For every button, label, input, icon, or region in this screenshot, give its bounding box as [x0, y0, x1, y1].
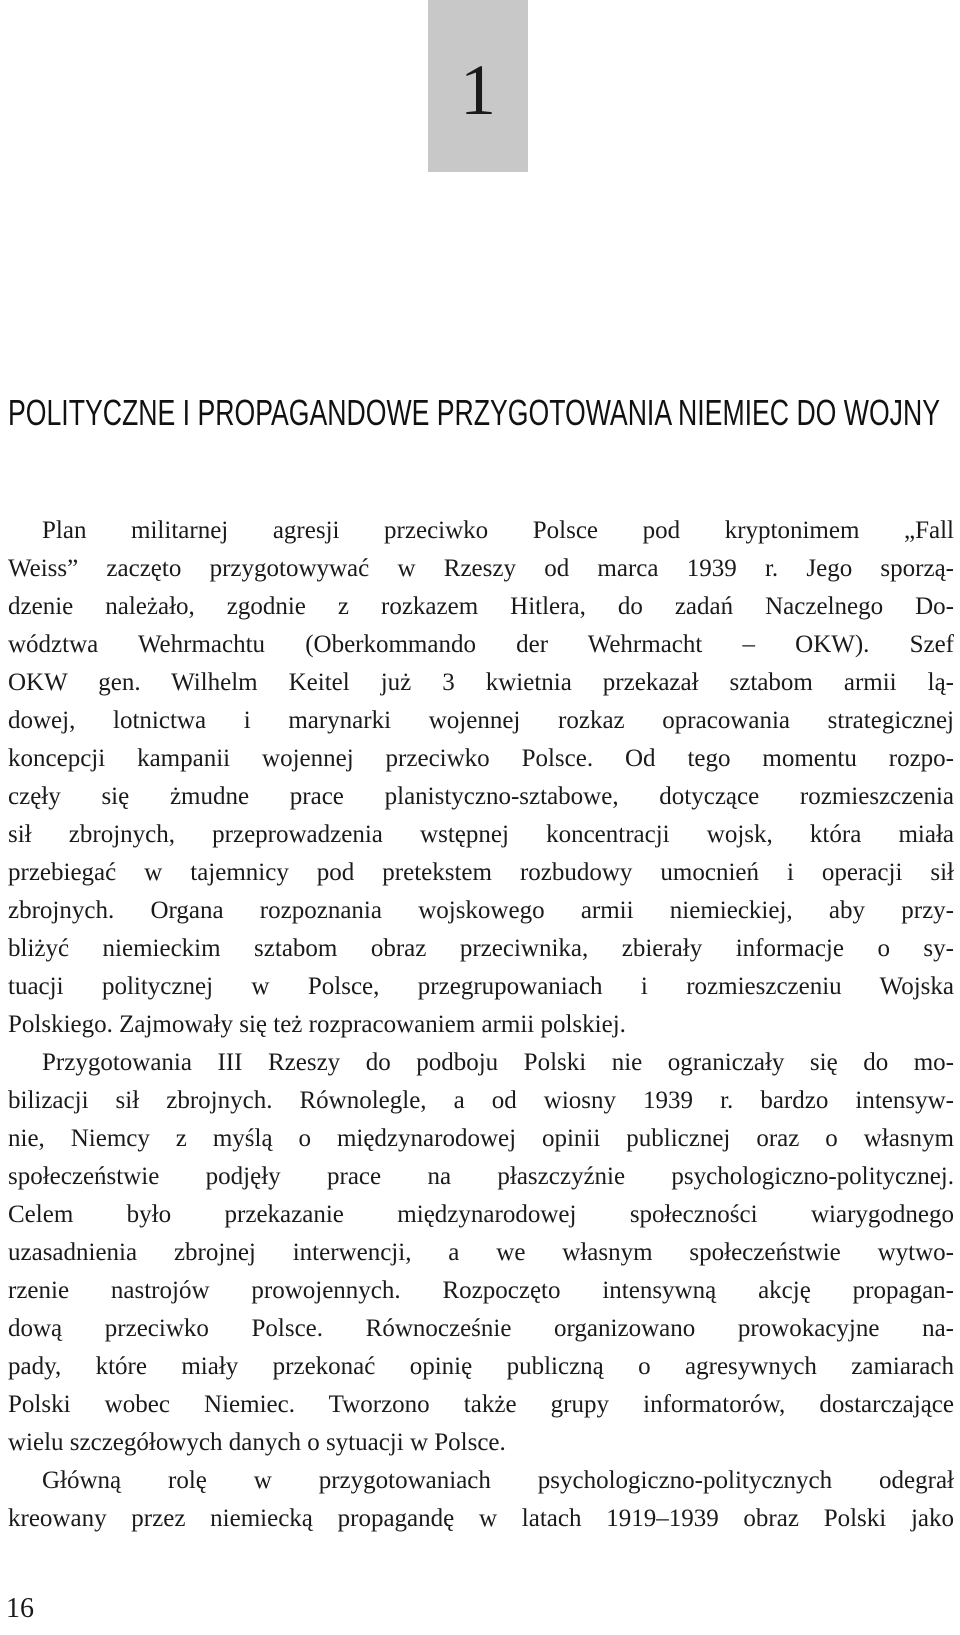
page-number: 16 — [6, 1593, 34, 1624]
text-line: przebiegać w tajemnicy pod pretekstem rozbudowy umocnień i operacji sił — [8, 859, 954, 886]
text-line: Celem było przekazanie międzynarodowej społeczności wiarygodnego — [8, 1201, 954, 1228]
text-line: częły się żmudne prace planistyczno-sztabowe, dotyczące rozmieszczenia — [8, 783, 954, 810]
text-line: dzenie należało, zgodnie z rozkazem Hitlera, do zadań Naczelnego Do- — [8, 593, 954, 620]
chapter-number: 1 — [460, 50, 496, 130]
text-line: bilizacji sił zbrojnych. Równolegle, a od wiosny 1939 r. bardzo intensyw- — [8, 1087, 954, 1114]
text-line: bliżyć niemieckim sztabom obraz przeciwnika, zbierały informacje o sy- — [8, 935, 954, 962]
text-line: tuacji politycznej w Polsce, przegrupowaniach i rozmieszczeniu Wojska — [8, 973, 954, 1000]
text-line: dowej, lotnictwa i marynarki wojennej rozkaz opracowania strategicznej — [8, 707, 954, 734]
text-line: Polskiego. Zajmowały się też rozpracowaniem armii polskiej. — [8, 1011, 626, 1038]
text-line: Weiss” zaczęto przygotowywać w Rzeszy od marca 1939 r. Jego sporzą- — [8, 555, 954, 582]
text-line: nie, Niemcy z myślą o międzynarodowej opinii publicznej oraz o własnym — [8, 1125, 954, 1152]
text-line: zbrojnych. Organa rozpoznania wojskowego armii niemieckiej, aby przy- — [8, 897, 954, 924]
text-line: Przygotowania III Rzeszy do podboju Polski nie ograniczały się do mo- — [42, 1049, 954, 1076]
text-line: koncepcji kampanii wojennej przeciwko Polsce. Od tego momentu rozpo- — [8, 745, 954, 772]
text-line: Plan militarnej agresji przeciwko Polsce pod kryptonimem „Fall — [42, 517, 954, 544]
text-line: wielu szczegółowych danych o sytuacji w Polsce. — [8, 1429, 506, 1456]
text-line: pady, które miały przekonać opinię publiczną o agresywnych zamiarach — [8, 1353, 954, 1380]
text-line: wództwa Wehrmachtu (Oberkommando der Wehrmacht – OKW). Szef — [8, 631, 954, 658]
text-line: sił zbrojnych, przeprowadzenia wstępnej koncentracji wojsk, która miała — [8, 821, 954, 848]
text-line: kreowany przez niemiecką propagandę w latach 1919–1939 obraz Polski jako — [8, 1505, 954, 1532]
text-line: rzenie nastrojów prowojennych. Rozpoczęto intensywną akcję propagan- — [8, 1277, 954, 1304]
body-text — [8, 512, 954, 1538]
text-line: Główną rolę w przygotowaniach psychologiczno-politycznych odegrał — [42, 1467, 954, 1494]
text-line: Polski wobec Niemiec. Tworzono także grupy informatorów, dostarczające — [8, 1391, 954, 1418]
text-line: społeczeństwie podjęły prace na płaszczyźnie psychologiczno-politycznej. — [8, 1163, 954, 1190]
text-line: uzasadnienia zbrojnej interwencji, a we własnym społeczeństwie wytwo- — [8, 1239, 954, 1266]
text-line: OKW gen. Wilhelm Keitel już 3 kwietnia przekazał sztabom armii lą- — [8, 669, 954, 696]
chapter-number-box — [428, 0, 528, 172]
chapter-title: POLITYCZNE I PROPAGANDOWE PRZYGOTOWANIA NIEMIEC DO WOJNY — [8, 392, 941, 433]
text-line: dową przeciwko Polsce. Równocześnie organizowano prowokacyjne na- — [8, 1315, 954, 1342]
